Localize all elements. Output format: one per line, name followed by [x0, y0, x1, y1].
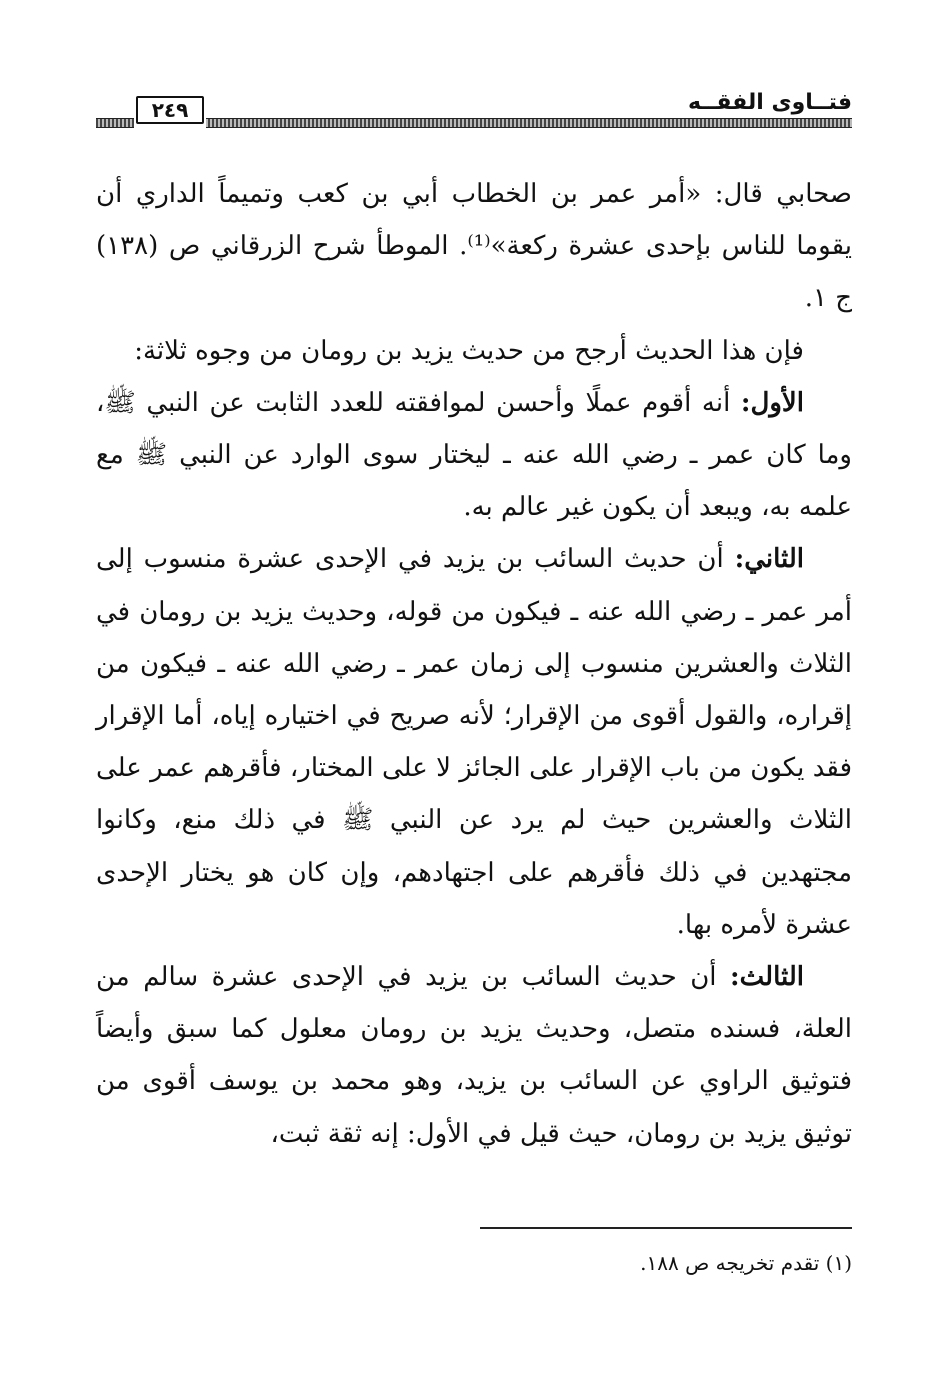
point-text-third: أن حديث السائب بن يزيد في الإحدى عشرة سالم من العلة، فسنده متصل، وحديث يزيد بن رومان معلول كما سبق وأيضاً فتوثيق الراوي عن السائب بن يزيد، وهو محمد بن يوسف أقوى من توثيق يزيد بن رومان، حيث قيل في الأول: إنه ثقة ثبت، — [96, 962, 852, 1149]
paragraph-first-point — [96, 377, 852, 534]
point-lead-third: الثالث: — [730, 962, 804, 993]
paragraph-intro: فإن هذا الحديث أرجح من حديث يزيد بن رومان من وجوه ثلاثة: — [134, 335, 804, 366]
paragraph-second-point — [96, 533, 852, 951]
paragraph-third-point — [96, 951, 852, 1160]
footnote-rule — [480, 1227, 852, 1229]
running-title: فتــاوى الفقــه — [687, 90, 852, 115]
footnote: (١) تقدم تخريجه ص ١٨٨. — [640, 1251, 852, 1275]
page-header — [96, 84, 852, 140]
paragraph-continuation: صحابي قال: «أمر عمر بن الخطاب أبي بن كعب وتميماً الداري أن يقوما للناس بإحدى عشرة ركعة»⁽¹⁾. الموطأ شرح الزرقاني ص (١٣٨) ج ١. — [96, 179, 852, 314]
page-number: ٢٤٩ — [136, 96, 204, 124]
page-body — [96, 168, 852, 1160]
point-text-second: أن حديث السائب بن يزيد في الإحدى عشرة منسوب إلى أمر عمر ـ رضي الله عنه ـ فيكون من قوله، وحديث يزيد بن رومان في الثلاث والعشرين منسوب إلى زمان عمر ـ رضي الله عنه ـ فيكون من إقراره، والقول أقوى من الإقرار؛ لأنه صريح في اختياره إياه، أما الإقرار فقد يكون من باب الإقرار على الجائز لا على المختار، فأقرهم عمر على الثلاث والعشرين حيث لم يرد عن النبي ﷺ في ذلك منع، وكانوا مجتهدين في ذلك فأقرهم على اجتهادهم، وإن كان هو يختار الإحدى عشرة لأمره بها. — [96, 544, 852, 940]
header-rule — [96, 118, 852, 128]
point-lead-second: الثاني: — [734, 544, 805, 575]
point-text-first: أنه أقوم عملًا وأحسن لموافقته للعدد الثابت عن النبي ﷺ، وما كان عمر ـ رضي الله عنه ـ ليختار سوى الوارد عن النبي ﷺ مع علمه به، ويبعد أن يكون غير عالم به. — [96, 387, 852, 523]
point-lead-first: الأول: — [740, 387, 804, 418]
